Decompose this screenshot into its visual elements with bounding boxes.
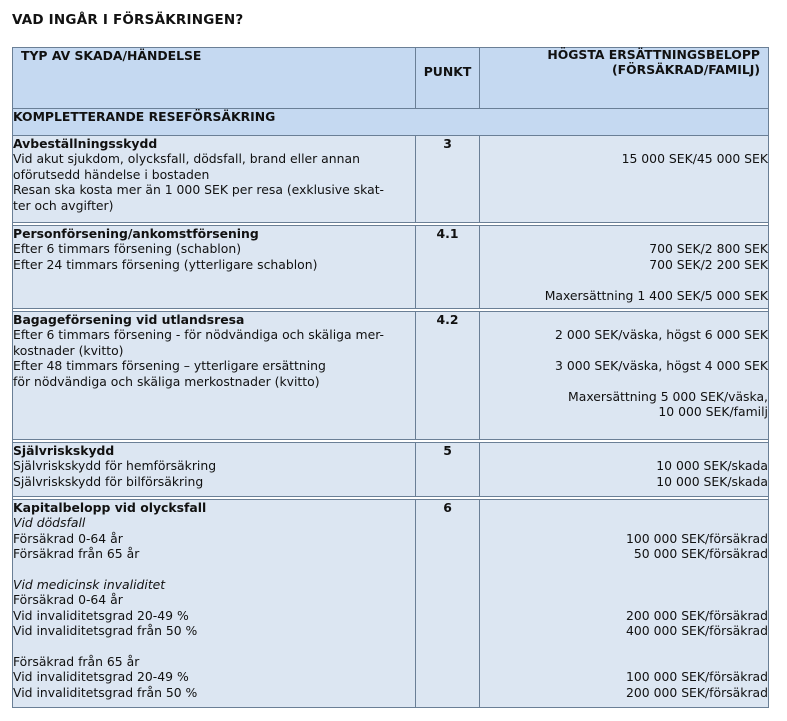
row-amount: 2 000 SEK/väska, högst 6 000 SEK: [555, 327, 768, 343]
row-line: Efter 6 timmars försening - för nödvändiga och skäliga mer-: [13, 327, 385, 343]
header-amount-line2: (FÖRSÄKRAD/FAMILJ): [612, 62, 760, 78]
row-amount: 50 000 SEK/försäkrad: [633, 546, 768, 562]
row-amount: 100 000 SEK/försäkrad: [626, 669, 768, 685]
table-row: [13, 226, 769, 309]
row-punkt: 6: [416, 500, 480, 708]
row-amount: 3 000 SEK/väska, högst 4 000 SEK: [555, 358, 768, 374]
table-row: [13, 136, 769, 223]
row-amount: 700 SEK/2 200 SEK: [649, 256, 768, 272]
header-amount-line1: HÖGSTA ERSÄTTNINGSBELOPP: [547, 47, 760, 62]
section-row: [13, 109, 769, 136]
row-description: [13, 500, 416, 708]
row-subheading: Vid medicinsk invaliditet: [13, 577, 166, 593]
row-line: Vid invaliditetsgrad 20-49 %: [13, 669, 189, 685]
page-title: VAD INGÅR I FÖRSÄKRINGEN?: [12, 12, 244, 28]
row-subheading: Vid dödsfall: [13, 515, 86, 531]
row-amount: 100 000 SEK/försäkrad: [626, 530, 768, 546]
row-line: Försäkrad från 65 år: [13, 546, 140, 562]
row-amounts: [480, 226, 769, 309]
row-amounts: [480, 312, 769, 440]
row-line: kostnader (kvitto): [13, 342, 124, 358]
row-amount: Maxersättning 1 400 SEK/5 000 SEK: [544, 287, 768, 303]
row-punkt: 4.2: [416, 312, 480, 440]
row-amount: 10 000 SEK/familj: [658, 404, 768, 420]
row-line: Självriskskydd för hemförsäkring: [13, 458, 217, 474]
row-line: ter och avgifter): [13, 197, 114, 213]
table-header: [13, 48, 769, 109]
row-amount: 10 000 SEK/skada: [656, 473, 768, 489]
row-line: Vid invaliditetsgrad från 50 %: [13, 684, 198, 700]
row-amount: Maxersättning 5 000 SEK/väska,: [568, 388, 768, 404]
row-line: för nödvändiga och skäliga merkostnader (kvitto): [13, 373, 320, 389]
row-title: Kapitalbelopp vid olycksfall: [13, 500, 207, 515]
row-punkt: 5: [416, 443, 480, 497]
table-row: [13, 443, 769, 497]
row-line: Vid invaliditetsgrad från 50 %: [13, 623, 198, 639]
row-line: Efter 6 timmars försening (schablon): [13, 241, 242, 257]
header-punkt: PUNKT: [416, 48, 480, 109]
row-line: Efter 48 timmars försening – ytterligare ersättning: [13, 358, 326, 374]
row-line: oförutsedd händelse i bostaden: [13, 166, 210, 182]
row-description: [13, 226, 416, 309]
table-row: [13, 500, 769, 708]
row-amounts: [480, 443, 769, 497]
row-line: Efter 24 timmars försening (ytterligare schablon): [13, 256, 318, 272]
row-line: Försäkrad från 65 år: [13, 654, 140, 670]
table-row: [13, 312, 769, 440]
row-line: Resan ska kosta mer än 1 000 SEK per resa (exklusive skat-: [13, 182, 385, 198]
row-line: Vid invaliditetsgrad 20-49 %: [13, 607, 189, 623]
row-description: [13, 136, 416, 223]
header-amount: [480, 48, 769, 109]
row-amount: 15 000 SEK/45 000 SEK: [621, 151, 768, 167]
row-amount: 200 000 SEK/försäkrad: [626, 684, 768, 700]
row-line: Självriskskydd för bilförsäkring: [13, 473, 204, 489]
row-title: Självriskskydd: [13, 443, 115, 458]
insurance-table: [12, 47, 769, 708]
row-title: Avbeställningsskydd: [13, 136, 158, 151]
row-amount: 10 000 SEK/skada: [656, 458, 768, 474]
row-description: [13, 443, 416, 497]
row-title: Bagageförsening vid utlandsresa: [13, 312, 245, 327]
row-punkt: 4.1: [416, 226, 480, 309]
row-line: Försäkrad 0-64 år: [13, 530, 123, 546]
header-type: TYP AV SKADA/HÄNDELSE: [13, 48, 416, 109]
row-amounts: [480, 136, 769, 223]
row-punkt: 3: [416, 136, 480, 223]
row-amount: 200 000 SEK/försäkrad: [626, 607, 768, 623]
row-amount: 700 SEK/2 800 SEK: [649, 241, 768, 257]
row-amounts: [480, 500, 769, 708]
row-amount: 400 000 SEK/försäkrad: [626, 623, 768, 639]
row-line: Vid akut sjukdom, olycksfall, dödsfall, brand eller annan: [13, 151, 360, 167]
row-title: Personförsening/ankomstförsening: [13, 226, 259, 241]
section-title: KOMPLETTERANDE RESEFÖRSÄKRING: [13, 109, 769, 136]
row-line: Försäkrad 0-64 år: [13, 592, 123, 608]
row-description: [13, 312, 416, 440]
